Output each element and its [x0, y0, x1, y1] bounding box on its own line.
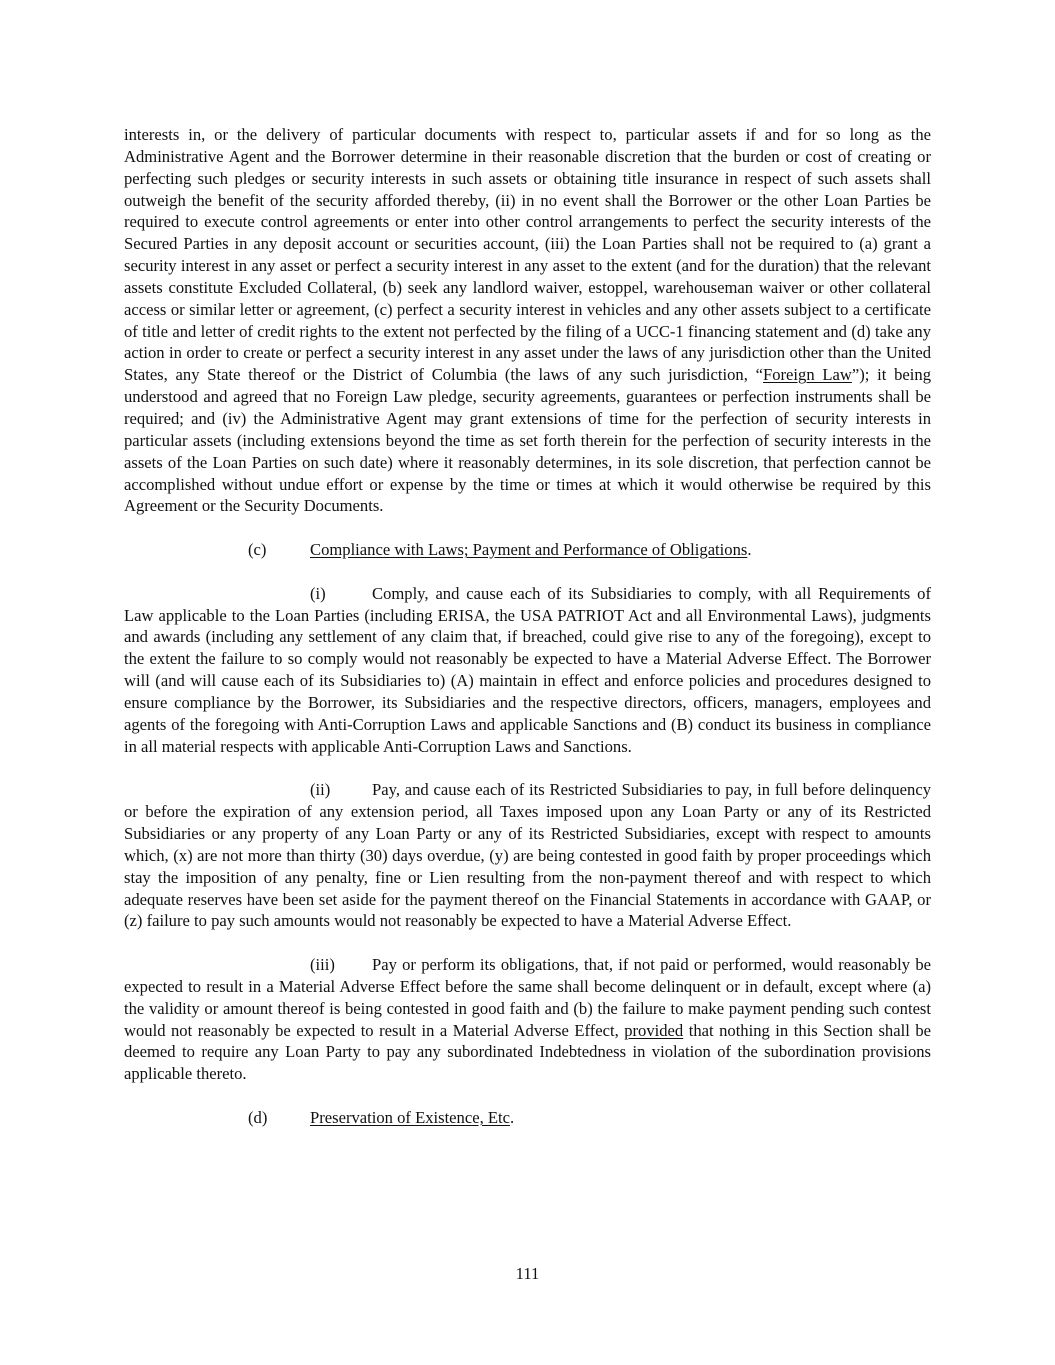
item-i-number: (i) [310, 583, 326, 603]
page-number: 111 [515, 1264, 540, 1283]
item-ii-text: Pay, and cause each of its Restricted Subsidiaries to pay, in full before delinquency or before the expiration of any extension period, all Taxes imposed upon any Loan Party or any of its Restricted Subsidiaries or any property of any Loan Party or any of its Restricted Subsidiaries, except with respect to amounts which, (x) are not more than thirty (30) days overdue, (y) are being contested in good faith by proper proceedings which stay the imposition of any penalty, fine or Lien resulting from the non-payment thereof and with respect to which adequate reserves have been set aside for the payment thereof on the Financial Statements in accordance with GAAP, or (z) failure to pay such amounts would not reasonably be expected to have a Material Adverse Effect. [124, 780, 931, 931]
item-i-text: Comply, and cause each of its Subsidiaries to comply, with all Requirements of Law applicable to the Loan Parties (including ERISA, the USA PATRIOT Act and all Environmental Laws), judgments and awards (including any settlement of any claim that, if breached, could give rise to any of the foregoing), except to the extent the failure to so comply would not reasonably be expected to have a Material Adverse Effect. The Borrower will (and will cause each of its Subsidiaries to) (A) maintain in effect and enforce policies and procedures designed to ensure compliance by the Borrower, its Subsidiaries and the respective directors, officers, managers, employees and agents of the foregoing with Anti-Corruption Laws and applicable Sanctions and (B) conduct its business in compliance in all material respects with applicable Anti-Corruption Laws and Sanctions. [124, 583, 931, 756]
section-c-title: Compliance with Laws; Payment and Performance of Obligations [310, 540, 748, 560]
item-ii-number: (ii) [310, 780, 331, 800]
item-ii-paragraph [124, 779, 931, 932]
section-c-number: (c) [248, 540, 267, 560]
section-c-heading: (c) Compliance with Laws; Payment and Performance of Obligations. [248, 540, 752, 560]
item-iii-number: (iii) [310, 955, 335, 975]
section-d-number: (d) [248, 1107, 268, 1127]
section-d-title: Preservation of Existence, Etc [310, 1107, 510, 1127]
carryover-paragraph: interests in, or the delivery of particular documents with respect to, particular assets if and for so long as the Administrative Agent and the Borrower determine in their reasonable discretion that the burden or cost of creating or perfecting such pledges or security interests in such assets or obtaining title insurance in respect of such assets shall outweigh the benefit of the security afforded thereby, (ii) in no event shall the Borrower or the other Loan Parties be required to execute control agreements or enter into other control arrangements to perfect the security interests of the Secured Parties in any deposit account or securities account, (iii) the Loan Parties shall not be required to (a) grant a security interest in any asset or perfect a security interest in any asset to the extent (and for the duration) that the relevant assets constitute Excluded Collateral, (b) seek any landlord waiver, estoppel, warehouseman waiver or other collateral access or similar letter or agreement, (c) perfect a security interest in vehicles and any other assets subject to a certificate of title and letter of credit rights to the extent not perfected by the filing of a UCC-1 financing statement and (d) take any action in order to create or perfect a security interest in any asset under the laws of any jurisdiction other than the United States, any State thereof or the District of Columbia (the laws of any such jurisdiction, “Foreign Law”); it being understood and agreed that no Foreign Law pledge, security agreements, guarantees or perfection instruments shall be required; and (iv) the Administrative Agent may grant extensions of time for the perfection of security interests in particular assets (including extensions beyond the time as set forth therein for the perfection of security interests in the assets of the Loan Parties on such date) where it reasonably determines, in its sole discretion, that perfection cannot be accomplished without undue effort or expense by the time or times at which it would otherwise be required by this Agreement or the Security Documents. [124, 125, 931, 516]
item-iii-paragraph: (iii) Pay or perform its obligations, that, if not paid or performed, would reasonably be expected to result in a Material Adverse Effect before the same shall become delinquent or in default, except where (a) the validity or amount thereof is being contested in good faith and (b) the failure to make payment pending such contest would not reasonably be expected to result in a Material Adverse Effect, provided that nothing in this Section shall be deemed to require any Loan Party to pay any subordinated Indebtedness in violation of the subordination provisions applicable thereto. [124, 955, 931, 1084]
provided-term: provided [624, 1020, 684, 1040]
defined-term-foreign-law: Foreign Law [763, 365, 852, 385]
item-i-paragraph [124, 583, 931, 758]
document-body [124, 124, 931, 1129]
section-d-heading: (d) Preservation of Existence, Etc. [248, 1107, 515, 1127]
